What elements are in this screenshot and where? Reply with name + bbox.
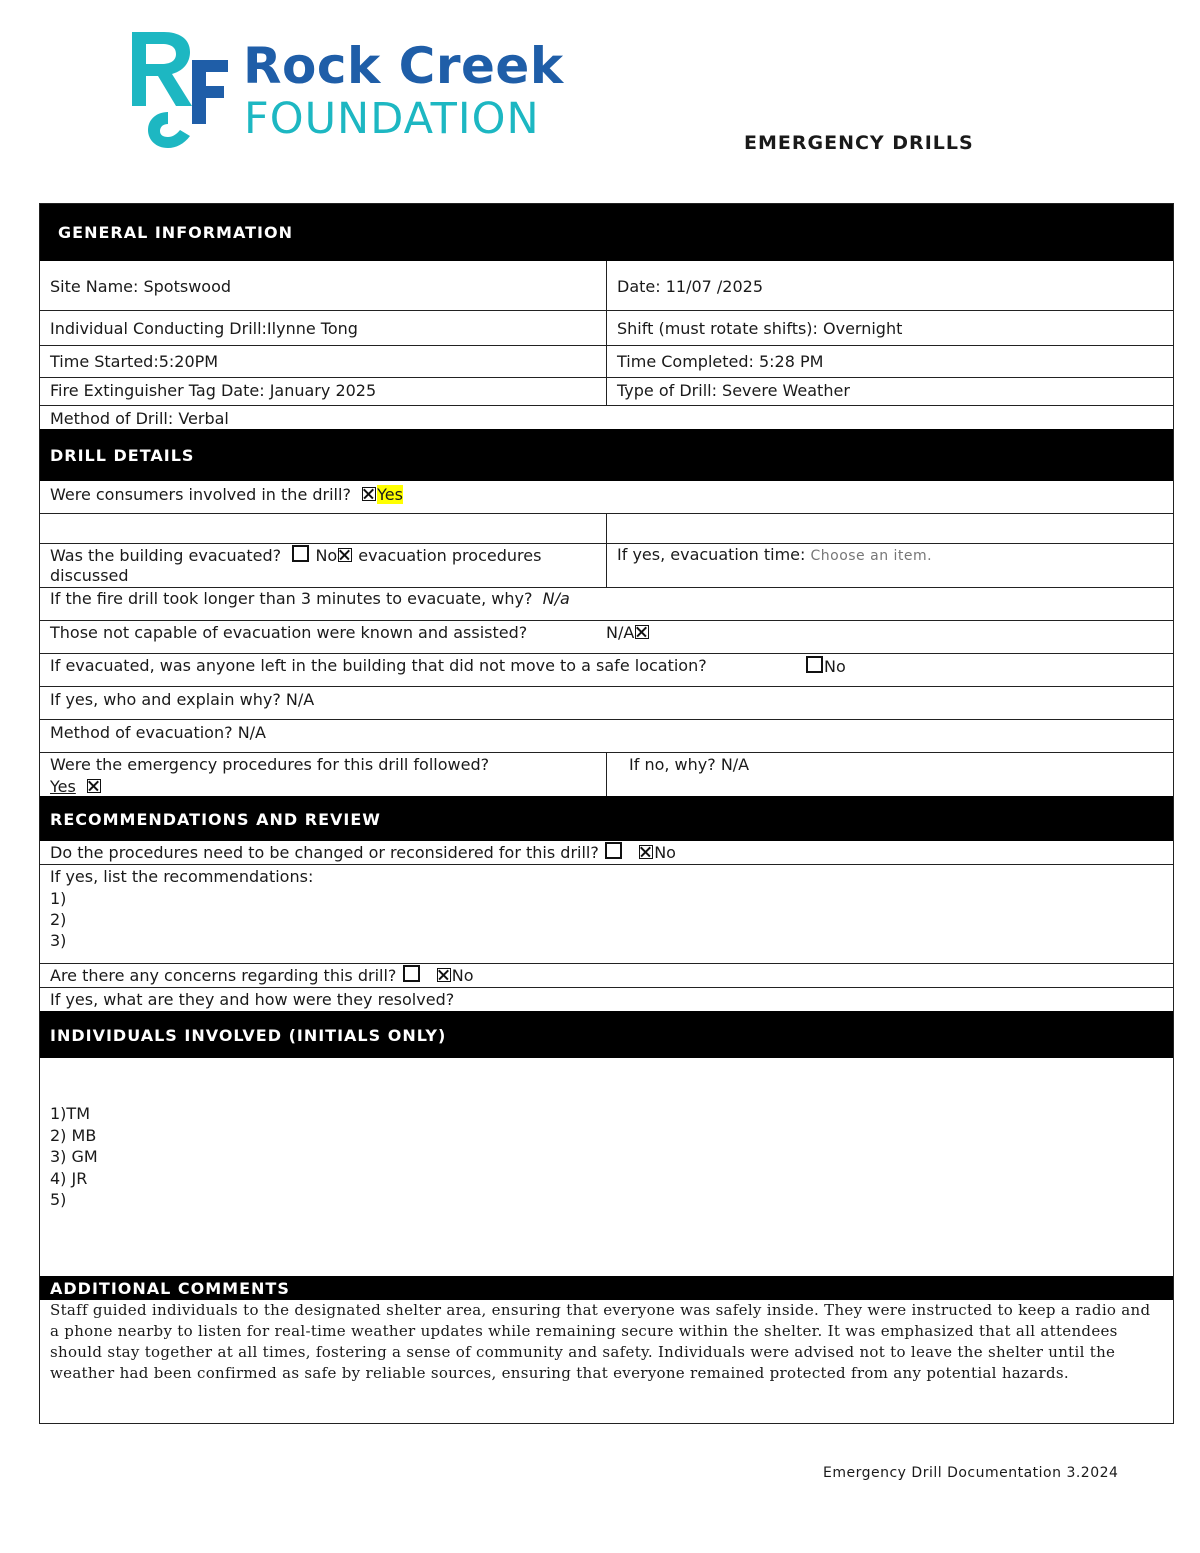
procedures-changed-row xyxy=(40,841,1173,865)
date-field[interactable]: Date: 11/07 /2025 xyxy=(617,277,764,296)
additional-comments-text[interactable]: Staff guided individuals to the designated shelter area, ensuring that everyone was safely inside. They were instructed to keep a radio and a phone nearby to listen for real-time weather updates while remaining secure within the shelter. It was emphasized that all attendees should stay together at all times, fostering a sense of community and safety. Individuals were advised not to leave the shelter until the weather had been confirmed as safe by reliable sources, ensuring that everyone remained protected from any potential hazards. xyxy=(50,1301,1151,1382)
logo-subtitle: FOUNDATION xyxy=(244,94,540,144)
evacuation-procedures-checkbox[interactable] xyxy=(338,548,352,562)
anyone-left-question: If evacuated, was anyone left in the building that did not move to a safe location? xyxy=(50,656,707,675)
time-row xyxy=(40,346,1173,378)
concerns-row xyxy=(40,964,1173,988)
concerns-answer: No xyxy=(451,966,474,985)
method-of-drill-field[interactable]: Method of Drill: Verbal xyxy=(50,409,229,428)
shift-field[interactable]: Shift (must rotate shifts): Overnight xyxy=(617,319,903,338)
anyone-left-row xyxy=(40,654,1173,687)
additional-comments-header xyxy=(40,1276,1173,1300)
who-explain-field[interactable]: If yes, who and explain why? N/A xyxy=(50,690,315,709)
consumers-answer: Yes xyxy=(377,485,403,504)
capable-row xyxy=(40,621,1173,654)
section-title: ADDITIONAL COMMENTS xyxy=(50,1279,290,1298)
recommendations-header xyxy=(40,796,1173,841)
rcf-monogram-icon xyxy=(128,28,228,153)
anyone-left-answer: No xyxy=(824,657,846,676)
procedures-followed-question: Were the emergency procedures for this drill followed? xyxy=(50,755,490,774)
concerns-resolved-row xyxy=(40,988,1173,1011)
procedures-changed-answer: No xyxy=(654,843,676,862)
longer-than-3-minutes-row xyxy=(40,588,1173,621)
concerns-yes-checkbox[interactable] xyxy=(403,965,420,982)
method-of-evacuation-row xyxy=(40,720,1173,753)
conductor-shift-row xyxy=(40,311,1173,346)
time-started-field[interactable]: Time Started:5:20PM xyxy=(40,346,607,377)
procedures-changed-question: Do the procedures need to be changed or reconsidered for this drill? xyxy=(50,843,599,862)
page-title: EMERGENCY DRILLS xyxy=(744,132,974,154)
individuals-list-row xyxy=(40,1058,1173,1276)
procedures-followed-checkbox[interactable] xyxy=(87,779,101,793)
section-title: RECOMMENDATIONS AND REVIEW xyxy=(50,810,381,829)
procedures-changed-yes-checkbox[interactable] xyxy=(605,842,622,859)
extinguisher-tag-date-field[interactable]: Fire Extinguisher Tag Date: January 2025 xyxy=(40,378,607,405)
rock-creek-logo xyxy=(128,28,598,153)
procedures-followed-row xyxy=(40,753,1173,796)
method-of-evacuation-field[interactable]: Method of evacuation? N/A xyxy=(50,723,266,742)
individual-item: 2) MB xyxy=(50,1126,97,1145)
who-explain-row xyxy=(40,687,1173,720)
evacuation-time-dropdown[interactable]: Choose an item. xyxy=(810,548,933,564)
type-of-drill-field[interactable]: Type of Drill: Severe Weather xyxy=(617,381,850,400)
consumers-question: Were consumers involved in the drill? xyxy=(50,485,351,504)
section-title: INDIVIDUALS INVOLVED (INITIALS ONLY) xyxy=(50,1026,447,1045)
blank-cell-left[interactable] xyxy=(40,514,607,543)
recommendations-field[interactable] xyxy=(40,865,1173,963)
method-of-drill-row xyxy=(40,406,1173,430)
individual-item: 1)TM xyxy=(50,1104,90,1123)
footer-document-version: Emergency Drill Documentation 3.2024 xyxy=(823,1465,1119,1481)
site-name-field[interactable]: Site Name: Spotswood xyxy=(40,261,607,310)
individual-item: 4) JR xyxy=(50,1169,88,1188)
capable-answer: N/A xyxy=(606,623,635,642)
recommendations-list-row xyxy=(40,865,1173,964)
evacuated-question: Was the building evacuated? xyxy=(50,546,282,565)
consumers-checkbox[interactable] xyxy=(362,487,376,501)
drill-details-header xyxy=(40,429,1173,481)
logo-name: Rock Creek xyxy=(243,37,564,95)
section-title: DRILL DETAILS xyxy=(50,446,195,465)
concerns-resolved-field[interactable]: If yes, what are they and how were they resolved? xyxy=(50,990,455,1009)
blank-row xyxy=(40,514,1173,544)
individuals-field[interactable] xyxy=(40,1058,1173,1276)
capable-question: Those not capable of evacuation were known and assisted? xyxy=(50,623,528,642)
if-no-why-field[interactable]: If no, why? N/A xyxy=(629,755,750,774)
individuals-involved-header xyxy=(40,1011,1173,1058)
time-completed-field[interactable]: Time Completed: 5:28 PM xyxy=(617,352,824,371)
individual-conducting-field[interactable]: Individual Conducting Drill:Ilynne Tong xyxy=(40,311,607,345)
longer-answer[interactable]: N/a xyxy=(542,589,570,608)
drill-form xyxy=(39,203,1174,1424)
individual-item: 5) xyxy=(50,1190,67,1209)
site-date-row xyxy=(40,261,1173,311)
procedures-followed-answer: Yes xyxy=(50,777,76,796)
anyone-left-no-checkbox[interactable] xyxy=(806,656,823,673)
recommendation-item: 2) xyxy=(50,910,67,929)
capable-checkbox[interactable] xyxy=(635,625,649,639)
procedures-changed-no-checkbox[interactable] xyxy=(639,845,653,859)
longer-question: If the fire drill took longer than 3 minutes to evacuate, why? xyxy=(50,589,533,608)
recommendations-question: If yes, list the recommendations: xyxy=(50,867,314,886)
recommendation-item: 3) xyxy=(50,931,67,950)
evacuated-answer-continued: discussed xyxy=(50,566,129,585)
evacuated-no-checkbox[interactable] xyxy=(292,545,309,562)
recommendation-item: 1) xyxy=(50,889,67,908)
concerns-no-checkbox[interactable] xyxy=(437,968,451,982)
individual-item: 3) GM xyxy=(50,1147,98,1166)
evacuation-time-question: If yes, evacuation time: xyxy=(617,545,806,564)
consumers-row xyxy=(40,481,1173,514)
evacuated-row: Was the building evacuated? No evacuation procedures discussed If yes, evacuation time: Choose an item. xyxy=(40,544,1173,588)
extinguisher-type-row xyxy=(40,378,1173,406)
blank-cell-right[interactable] xyxy=(607,514,1173,543)
general-information-header xyxy=(40,204,1173,261)
section-title: GENERAL INFORMATION xyxy=(58,223,293,242)
concerns-question: Are there any concerns regarding this drill? xyxy=(50,966,397,985)
